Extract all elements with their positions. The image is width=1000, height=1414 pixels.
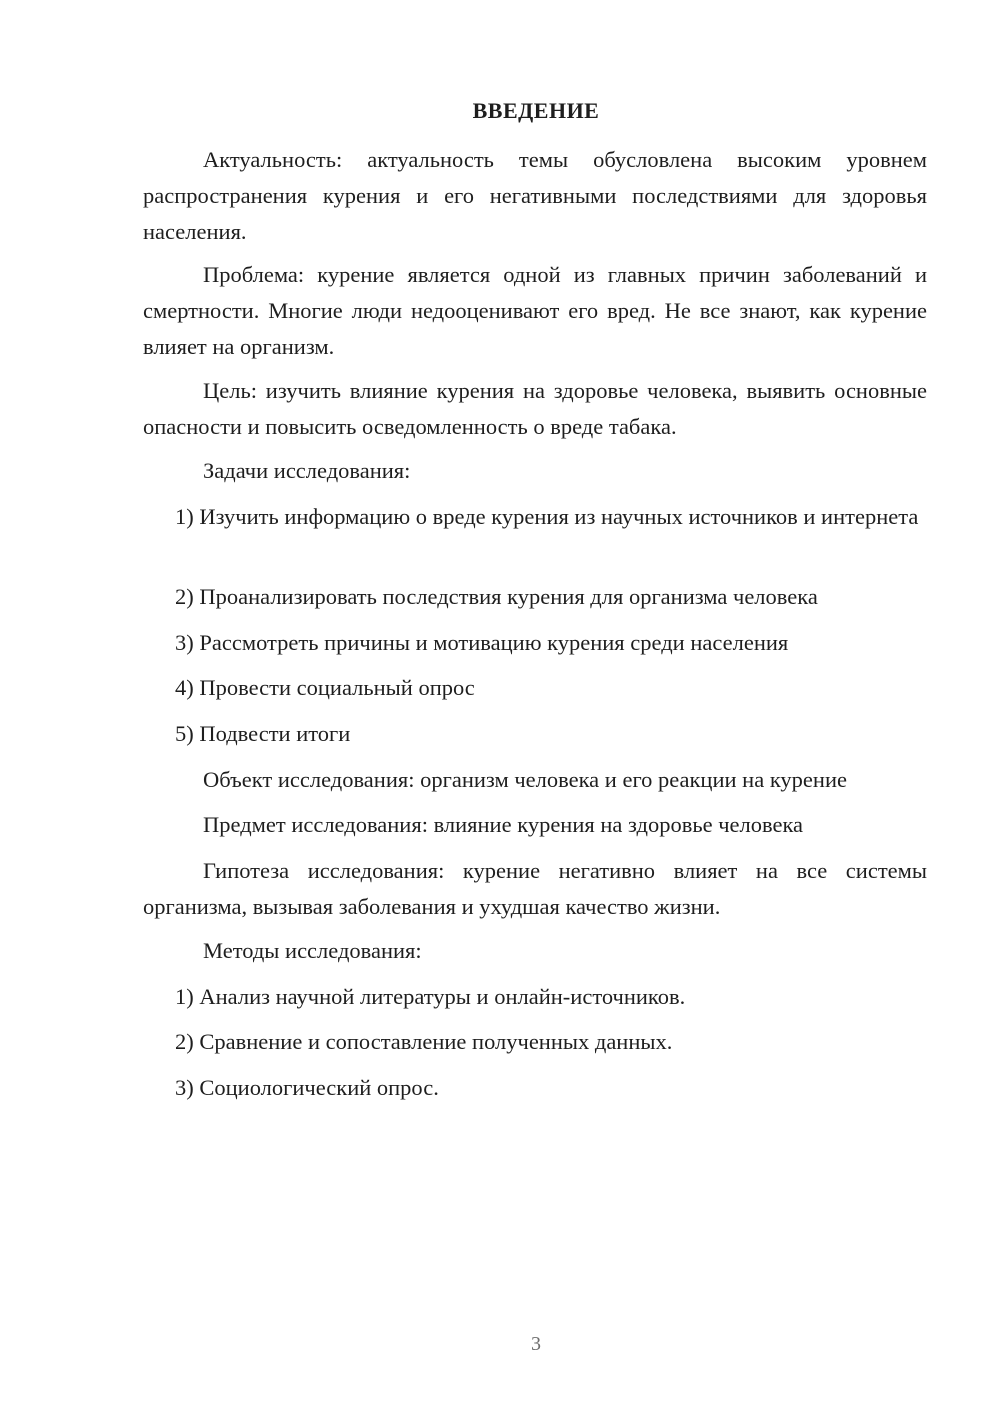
relevance-paragraph: Актуальность: актуальность темы обусловлена высоким уровнем распространения курения и его негативными последствиями для здоровья населения. xyxy=(143,147,927,244)
page-title: ВВЕДЕНИЕ xyxy=(472,98,600,123)
page-number: 3 xyxy=(531,1333,541,1355)
hypothesis-paragraph: Гипотеза исследования: курение негативно влияет на все системы организма, вызывая заболевания и ухудшая качество жизни. xyxy=(143,858,927,919)
task-item-4: 4) Провести социальный опрос xyxy=(175,675,475,700)
object-paragraph: Объект исследования: организм человека и его реакции на курение xyxy=(203,767,847,792)
subject-paragraph: Предмет исследования: влияние курения на здоровье человека xyxy=(203,812,804,837)
method-item-2: 2) Сравнение и сопоставление полученных данных. xyxy=(175,1029,673,1054)
task-item-1: 1) Изучить информацию о вреде курения из научных источников и интернета xyxy=(175,504,919,529)
methods-heading: Методы исследования: xyxy=(203,938,422,963)
task-item-3: 3) Рассмотреть причины и мотивацию курения среди населения xyxy=(175,630,789,655)
task-item-2: 2) Проанализировать последствия курения для организма человека xyxy=(175,584,818,609)
method-item-3: 3) Социологический опрос. xyxy=(175,1075,439,1100)
method-item-1: 1) Анализ научной литературы и онлайн-источников. xyxy=(175,984,686,1009)
task-item-5: 5) Подвести итоги xyxy=(175,721,351,746)
problem-paragraph: Проблема: курение является одной из главных причин заболеваний и смертности. Многие люди недооценивают его вред. Не все знают, как курение влияет на организм. xyxy=(143,262,927,359)
tasks-heading: Задачи исследования: xyxy=(203,458,411,483)
goal-paragraph: Цель: изучить влияние курения на здоровье человека, выявить основные опасности и повысить осведомленность о вреде табака. xyxy=(143,378,927,439)
